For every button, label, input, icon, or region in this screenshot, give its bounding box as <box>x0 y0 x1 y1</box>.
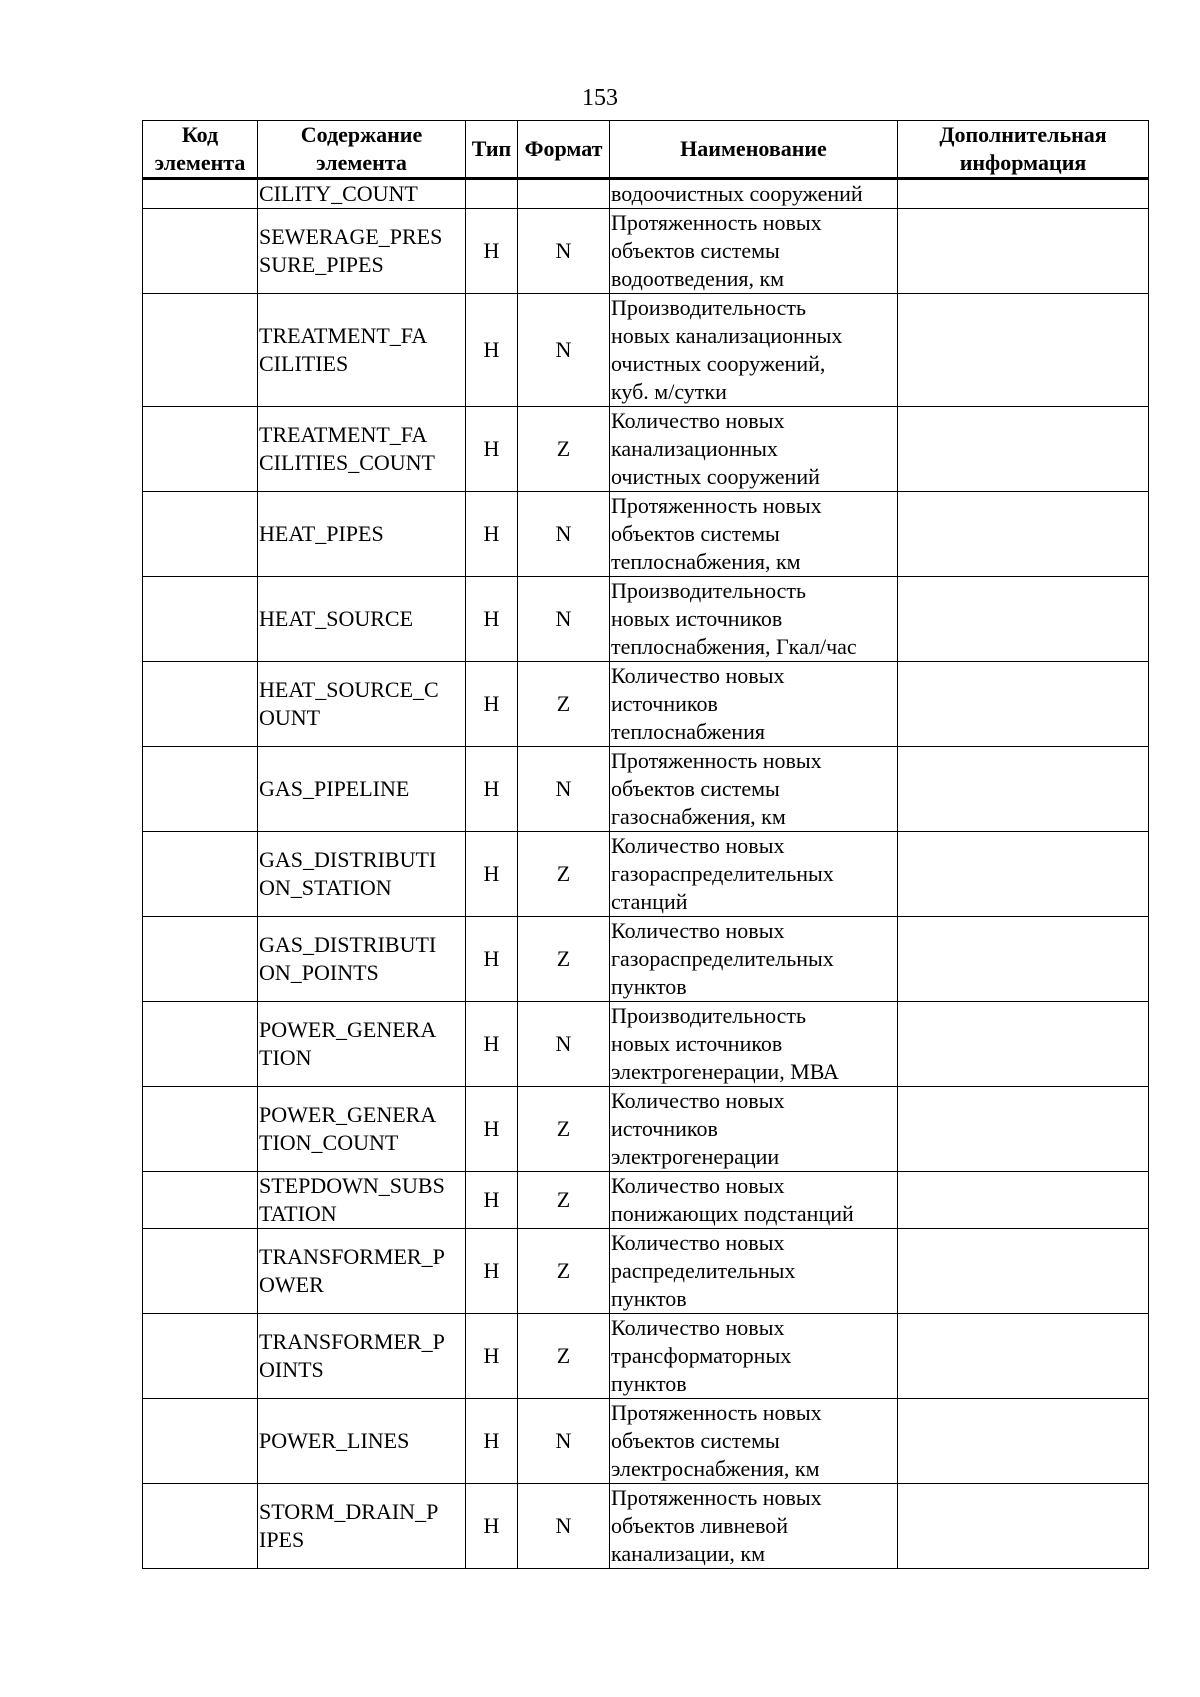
cell-type: H <box>466 1314 518 1399</box>
cell-type: H <box>466 407 518 492</box>
cell-format: N <box>518 577 610 662</box>
cell-code <box>143 1002 258 1087</box>
table-body <box>143 179 1149 1569</box>
cell-type: H <box>466 1087 518 1172</box>
cell-type: H <box>466 1002 518 1087</box>
cell-extra <box>898 492 1149 577</box>
cell-name: Количество новых газораспределительных станций <box>610 832 898 917</box>
cell-content: CILITY_COUNT <box>258 179 466 209</box>
header-content <box>258 121 466 179</box>
cell-extra <box>898 1172 1149 1229</box>
cell-name: Протяженность новых объектов системы электроснабжения, км <box>610 1399 898 1484</box>
cell-type: H <box>466 1229 518 1314</box>
cell-code <box>143 1314 258 1399</box>
cell-type: H <box>466 294 518 407</box>
cell-name: Производительность новых источников теплоснабжения, Гкал/час <box>610 577 898 662</box>
cell-extra <box>898 407 1149 492</box>
cell-code <box>143 1172 258 1229</box>
table-row <box>143 1087 1149 1172</box>
cell-type: H <box>466 1399 518 1484</box>
cell-code <box>143 917 258 1002</box>
cell-name: Производительность новых канализационных очистных сооружений, куб. м/сутки <box>610 294 898 407</box>
cell-name: Количество новых источников теплоснабжения <box>610 662 898 747</box>
table-row <box>143 1484 1149 1569</box>
cell-code <box>143 662 258 747</box>
data-elements-table <box>142 120 1149 1569</box>
cell-name: Количество новых трансформаторных пунктов <box>610 1314 898 1399</box>
cell-format: Z <box>518 407 610 492</box>
table-row <box>143 1229 1149 1314</box>
cell-extra <box>898 179 1149 209</box>
cell-content: POWER_LINES <box>258 1399 466 1484</box>
cell-content: HEAT_SOURCE <box>258 577 466 662</box>
page-number: 153 <box>582 85 618 111</box>
table-row <box>143 662 1149 747</box>
cell-name: Протяженность новых объектов системы водоотведения, км <box>610 209 898 294</box>
table-row <box>143 179 1149 209</box>
table-row <box>143 832 1149 917</box>
cell-format: N <box>518 1484 610 1569</box>
cell-type <box>466 179 518 209</box>
cell-format: N <box>518 1399 610 1484</box>
cell-format: N <box>518 209 610 294</box>
table-row <box>143 917 1149 1002</box>
cell-content: STEPDOWN_SUBS TATION <box>258 1172 466 1229</box>
cell-code <box>143 1484 258 1569</box>
cell-content: TRANSFORMER_P OWER <box>258 1229 466 1314</box>
cell-format: Z <box>518 1314 610 1399</box>
cell-extra <box>898 1002 1149 1087</box>
cell-code <box>143 492 258 577</box>
cell-type: H <box>466 1484 518 1569</box>
cell-content: GAS_PIPELINE <box>258 747 466 832</box>
header-extra <box>898 121 1149 179</box>
table-row <box>143 209 1149 294</box>
cell-extra <box>898 1314 1149 1399</box>
cell-type: H <box>466 832 518 917</box>
cell-type: H <box>466 209 518 294</box>
cell-type: H <box>466 747 518 832</box>
cell-content: HEAT_SOURCE_C OUNT <box>258 662 466 747</box>
cell-format: Z <box>518 1172 610 1229</box>
cell-content: HEAT_PIPES <box>258 492 466 577</box>
table-row <box>143 294 1149 407</box>
header-type-label: Тип <box>471 136 512 161</box>
header-format-label: Формат <box>524 136 603 161</box>
cell-content: TRANSFORMER_P OINTS <box>258 1314 466 1399</box>
header-code <box>143 121 258 179</box>
cell-name: Количество новых понижающих подстанций <box>610 1172 898 1229</box>
cell-extra <box>898 917 1149 1002</box>
table-header-row <box>143 121 1149 179</box>
cell-code <box>143 179 258 209</box>
cell-content: POWER_GENERA TION_COUNT <box>258 1087 466 1172</box>
table-row <box>143 407 1149 492</box>
cell-name: Производительность новых источников электрогенерации, МВА <box>610 1002 898 1087</box>
cell-code <box>143 1229 258 1314</box>
cell-format: Z <box>518 1229 610 1314</box>
cell-name: Количество новых распределительных пунктов <box>610 1229 898 1314</box>
cell-name: Протяженность новых объектов системы газоснабжения, км <box>610 747 898 832</box>
table-row <box>143 577 1149 662</box>
cell-type: H <box>466 917 518 1002</box>
cell-code <box>143 577 258 662</box>
header-code-label: Код элемента <box>154 122 246 175</box>
cell-name: Количество новых канализационных очистных сооружений <box>610 407 898 492</box>
cell-extra <box>898 1087 1149 1172</box>
cell-content: GAS_DISTRIBUTI ON_STATION <box>258 832 466 917</box>
cell-code <box>143 1087 258 1172</box>
cell-content: POWER_GENERA TION <box>258 1002 466 1087</box>
cell-name: водоочистных сооружений <box>610 179 898 209</box>
cell-code <box>143 1399 258 1484</box>
cell-extra <box>898 662 1149 747</box>
cell-extra <box>898 1399 1149 1484</box>
cell-format: N <box>518 1002 610 1087</box>
cell-extra <box>898 577 1149 662</box>
cell-content: GAS_DISTRIBUTI ON_POINTS <box>258 917 466 1002</box>
cell-format: Z <box>518 662 610 747</box>
cell-format <box>518 179 610 209</box>
cell-name: Протяженность новых объектов системы теплоснабжения, км <box>610 492 898 577</box>
cell-code <box>143 747 258 832</box>
cell-name: Количество новых газораспределительных пунктов <box>610 917 898 1002</box>
header-name-label: Наименование <box>680 136 827 161</box>
cell-format: Z <box>518 832 610 917</box>
cell-name: Количество новых источников электрогенерации <box>610 1087 898 1172</box>
cell-type: H <box>466 662 518 747</box>
cell-extra <box>898 1229 1149 1314</box>
cell-content: TREATMENT_FA CILITIES <box>258 294 466 407</box>
cell-type: H <box>466 577 518 662</box>
cell-format: Z <box>518 917 610 1002</box>
table-row <box>143 1314 1149 1399</box>
cell-code <box>143 832 258 917</box>
cell-type: H <box>466 1172 518 1229</box>
cell-extra <box>898 294 1149 407</box>
cell-code <box>143 294 258 407</box>
cell-name: Протяженность новых объектов ливневой канализации, км <box>610 1484 898 1569</box>
header-content-label: Содержание элемента <box>300 122 423 175</box>
cell-format: N <box>518 492 610 577</box>
cell-content: SEWERAGE_PRES SURE_PIPES <box>258 209 466 294</box>
cell-format: Z <box>518 1087 610 1172</box>
cell-type: H <box>466 492 518 577</box>
cell-code <box>143 407 258 492</box>
cell-content: STORM_DRAIN_P IPES <box>258 1484 466 1569</box>
table-row <box>143 1399 1149 1484</box>
cell-content: TREATMENT_FA CILITIES_COUNT <box>258 407 466 492</box>
cell-code <box>143 209 258 294</box>
table-row <box>143 1172 1149 1229</box>
table-row <box>143 492 1149 577</box>
header-extra-label: Дополнительная информация <box>939 122 1107 175</box>
cell-extra <box>898 209 1149 294</box>
table-row <box>143 1002 1149 1087</box>
cell-extra <box>898 747 1149 832</box>
cell-extra <box>898 832 1149 917</box>
header-format <box>518 121 610 179</box>
header-name <box>610 121 898 179</box>
cell-format: N <box>518 294 610 407</box>
cell-extra <box>898 1484 1149 1569</box>
table-row <box>143 747 1149 832</box>
header-type <box>466 121 518 179</box>
cell-format: N <box>518 747 610 832</box>
